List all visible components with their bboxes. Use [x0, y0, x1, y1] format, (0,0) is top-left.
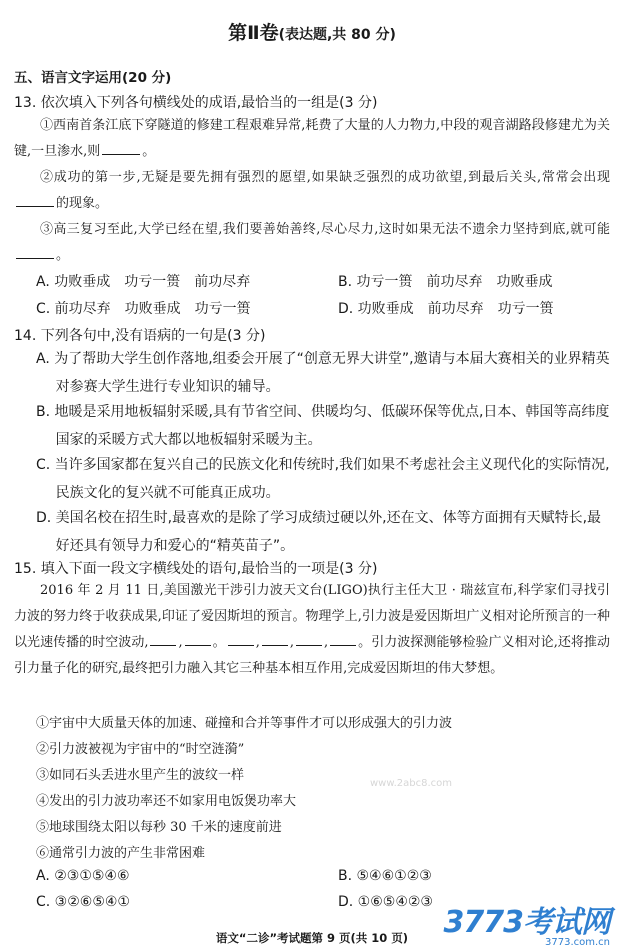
answer-blank: [16, 192, 54, 207]
q15-item-4: ④发出的引力波功率还不如家用电饭煲功率大: [36, 794, 297, 809]
answer-blank: [228, 631, 254, 646]
q13-sentence-2: ②成功的第一步,无疑是要先拥有强烈的愿望,如果缺乏强烈的成功欲望,到最后关头,常常会出现的现象。: [14, 165, 610, 217]
logo-url: 3773.com.cn: [545, 937, 610, 948]
q13-sentences: [14, 113, 610, 269]
q15-item-6: ⑥通常引力波的产生非常困难: [36, 846, 206, 861]
answer-blank: [330, 631, 356, 646]
site-logo: [444, 897, 611, 948]
q13-option-b: B. 功亏一篑 前功尽弃 功败垂成: [338, 274, 553, 290]
q15-item-2: ②引力波被视为宇宙中的“时空涟漪”: [36, 742, 245, 757]
q14-option-c: C. 当许多国家都在复兴自己的民族文化和传统时,我们如果不考虑社会主义现代化的实际情况,民族文化的复兴就不可能真正成功。: [36, 457, 610, 501]
q14-option-d: D. 美国名校在招生时,最喜欢的是除了学习成绩过硬以外,还在文、体等方面拥有天赋特长,最好还具有领导力和爱心的“精英苗子”。: [36, 510, 602, 554]
answer-blank: [262, 631, 288, 646]
q15-option-d: D. ①⑥⑤④②③: [338, 894, 433, 910]
q13-stem: 13. 依次填入下列各句横线处的成语,最恰当的一组是(3 分): [14, 95, 378, 111]
answer-blank: [102, 140, 140, 155]
q15-option-b: B. ⑤④⑥①②③: [338, 868, 432, 884]
watermark: www.2abc8.com: [370, 778, 453, 789]
section-heading: 五、语言文字运用(20 分): [14, 70, 172, 86]
answer-blank: [296, 631, 322, 646]
logo-text: 3773考试网: [443, 905, 610, 940]
q13-option-d: D. 功败垂成 前功尽弃 功亏一篑: [338, 301, 554, 317]
answer-blank: [150, 631, 176, 646]
q14-stem: 14. 下列各句中,没有语病的一句是(3 分): [14, 328, 266, 344]
q15-stem: 15. 填入下面一段文字横线处的语句,最恰当的一项是(3 分): [14, 561, 378, 577]
q14-option-b: B. 地暖是采用地板辐射采暖,具有节省空间、供暖均匀、低碳环保等优点,日本、韩国等高纬度国家的采暖方式大都以地板辐射采暖为主。: [36, 404, 610, 448]
q15-option-a: A. ②③①⑤④⑥: [36, 868, 130, 884]
answer-blank: [16, 244, 54, 259]
title-sub: (表达题,共 80 分): [278, 27, 396, 43]
q15-option-c: C. ③②⑥⑤④①: [36, 894, 130, 910]
q13-sentence-1: ①西南首条江底下穿隧道的修建工程艰难异常,耗费了大量的人力物力,中段的观音湖路段修建尤为关键,一旦渗水,则 。: [14, 118, 610, 159]
q13-sentence-3: ③高三复习至此,大学已经在望,我们要善始善终,尽心尽力,这时如果无法不遗余力坚持到底,就可能。: [14, 217, 610, 269]
q14-option-a: A. 为了帮助大学生创作落地,组委会开展了“创意无界大讲堂”,邀请与本届大赛相关的业界精英对参赛大学生进行专业知识的辅导。: [36, 351, 610, 395]
page-footer: 语文“二诊”考试题第 9 页(共 10 页): [215, 931, 409, 945]
q15-item-3: ③如同石头丢进水里产生的波纹一样: [36, 768, 245, 783]
page-title: [0, 18, 624, 45]
q13-option-c: C. 前功尽弃 功败垂成 功亏一篑: [36, 301, 251, 317]
answer-blank: [185, 631, 211, 646]
q15-paragraph: 2016 年 2 月 11 日,美国激光干涉引力波天文台(LIGO)执行主任大卫 · 瑞兹宣布,科学家们寻找引力波的努力终于收获成果,印证了爱因斯坦的预言。物理学上,引力波是爱因斯坦广义相对论所预言的一种以光速传播的时空波动, , 。 , , , 。引力波探测能够检验广义相对论,还将推动引力量子化的研究,最终把引力融入其它三种基本相互作用,完成爱因斯坦的伟大梦想。: [14, 583, 610, 676]
q15-item-1: ①宇宙中大质量天体的加速、碰撞和合并等事件才可以形成强大的引力波: [36, 716, 453, 731]
title-main: 第Ⅱ卷: [228, 22, 279, 44]
q15-item-5: ⑤地球围绕太阳以每秒 30 千米的速度前进: [36, 820, 282, 835]
q13-option-a: A. 功败垂成 功亏一篑 前功尽弃: [36, 274, 251, 290]
